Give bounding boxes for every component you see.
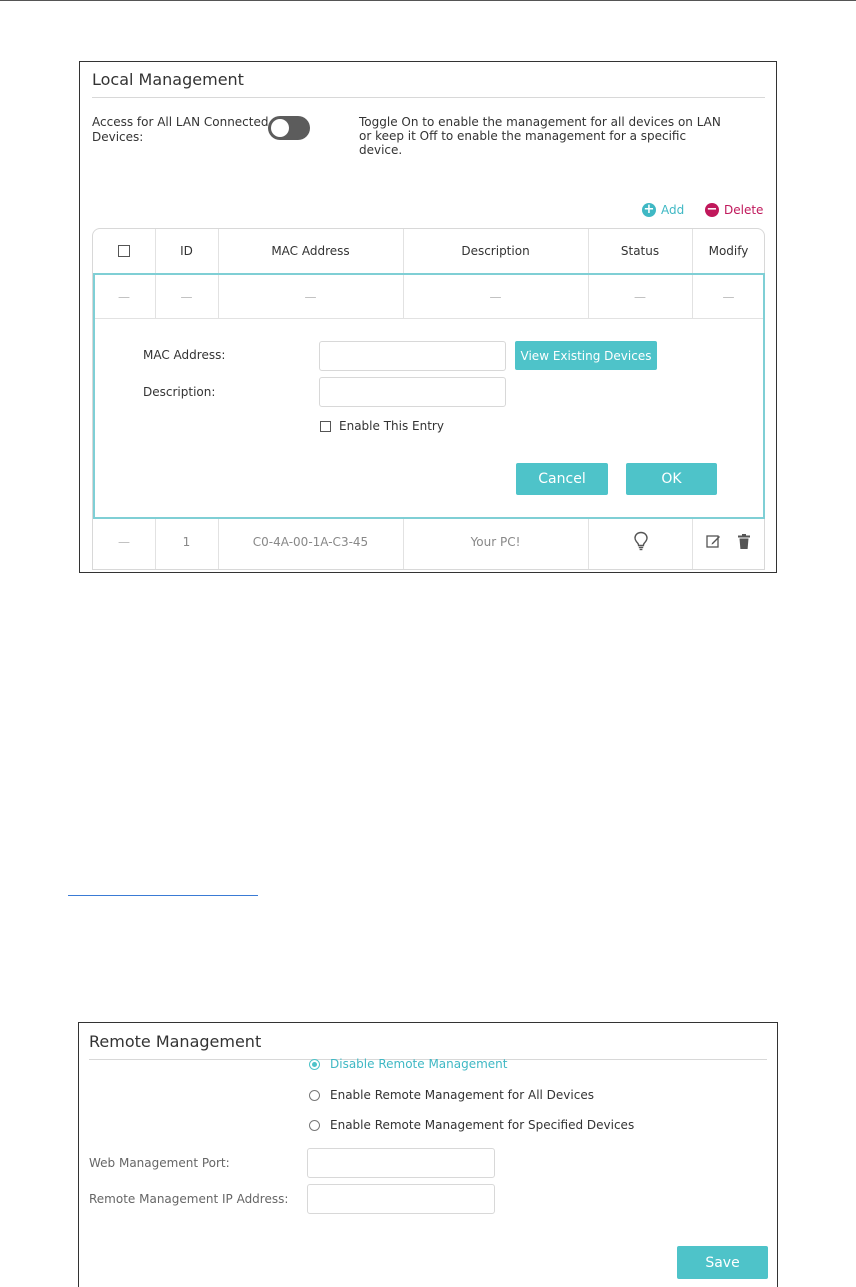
mac-address-label: MAC Address: — [143, 348, 226, 362]
disable-remote-label[interactable]: Disable Remote Management — [330, 1057, 508, 1071]
enable-all-devices-label[interactable]: Enable Remote Management for All Devices — [330, 1088, 594, 1102]
lightbulb-status-icon[interactable] — [633, 531, 649, 551]
enable-all-devices-radio[interactable] — [309, 1090, 320, 1101]
row-id: 1 — [182, 535, 191, 549]
access-label-line1: Access for All LAN Connected — [92, 115, 269, 129]
remote-ip-address-label: Remote Management IP Address: — [89, 1192, 289, 1206]
row-description: Your PC! — [470, 535, 521, 549]
minus-circle-icon: − — [706, 202, 718, 217]
header-modify: Modify — [708, 244, 749, 258]
web-management-port-input[interactable] — [307, 1148, 495, 1178]
select-all-checkbox[interactable] — [118, 245, 130, 257]
col-divider — [588, 519, 589, 569]
page-top-rule — [0, 0, 856, 1]
header-id: ID — [180, 244, 193, 258]
col-divider — [692, 519, 693, 569]
trash-icon[interactable] — [738, 534, 750, 549]
remote-management-title: Remote Management — [89, 1032, 262, 1051]
access-label-line2: Devices: — [92, 130, 144, 144]
edit-icon[interactable] — [706, 534, 721, 549]
enable-specified-devices-label[interactable]: Enable Remote Management for Specified Devices — [330, 1118, 635, 1132]
local-title-divider — [92, 97, 765, 98]
mac-address-input[interactable] — [319, 341, 506, 371]
toggle-knob — [271, 119, 289, 137]
delete-label: Delete — [724, 203, 764, 217]
access-toggle-note — [359, 115, 759, 157]
ok-button[interactable]: OK — [626, 463, 717, 495]
note-line2: or keep it Off to enable the management for a specific — [359, 129, 687, 143]
local-management-title: Local Management — [92, 70, 244, 89]
header-mac-address: MAC Address — [271, 244, 350, 258]
header-select-all[interactable] — [93, 229, 155, 273]
delete-button[interactable] — [705, 203, 763, 217]
add-button[interactable] — [642, 203, 684, 217]
access-all-lan-label — [92, 115, 272, 145]
cancel-button[interactable]: Cancel — [516, 463, 608, 495]
empty-row-cell: — — [634, 290, 646, 304]
empty-row-cell: — — [722, 290, 735, 304]
view-existing-devices-button[interactable]: View Existing Devices — [515, 341, 657, 370]
disable-remote-radio[interactable] — [309, 1059, 320, 1070]
note-line3: device. — [359, 143, 403, 157]
enable-entry-checkbox[interactable] — [320, 421, 331, 432]
add-label: Add — [661, 203, 685, 217]
row-mac-address: C0-4A-00-1A-C3-45 — [252, 535, 369, 549]
header-description: Description — [461, 244, 530, 258]
save-button[interactable]: Save — [677, 1246, 768, 1279]
empty-row-cell: — — [180, 290, 193, 304]
access-all-lan-toggle[interactable] — [268, 116, 310, 140]
web-management-port-label: Web Management Port: — [89, 1156, 230, 1170]
header-status: Status — [620, 244, 660, 258]
row-select-cell: — — [118, 535, 130, 549]
empty-row-cell: — — [304, 290, 317, 304]
description-input[interactable] — [319, 377, 506, 407]
description-label: Description: — [143, 385, 216, 399]
enable-entry-label: Enable This Entry — [339, 419, 444, 433]
note-line1: Toggle On to enable the management for all devices on LAN — [359, 115, 721, 129]
empty-row-cell: — — [118, 290, 130, 304]
link-underline — [68, 895, 258, 896]
plus-circle-icon: + — [643, 202, 655, 217]
empty-row-cell: — — [489, 290, 502, 304]
remote-ip-address-input[interactable] — [307, 1184, 495, 1214]
enable-specified-devices-radio[interactable] — [309, 1120, 320, 1131]
